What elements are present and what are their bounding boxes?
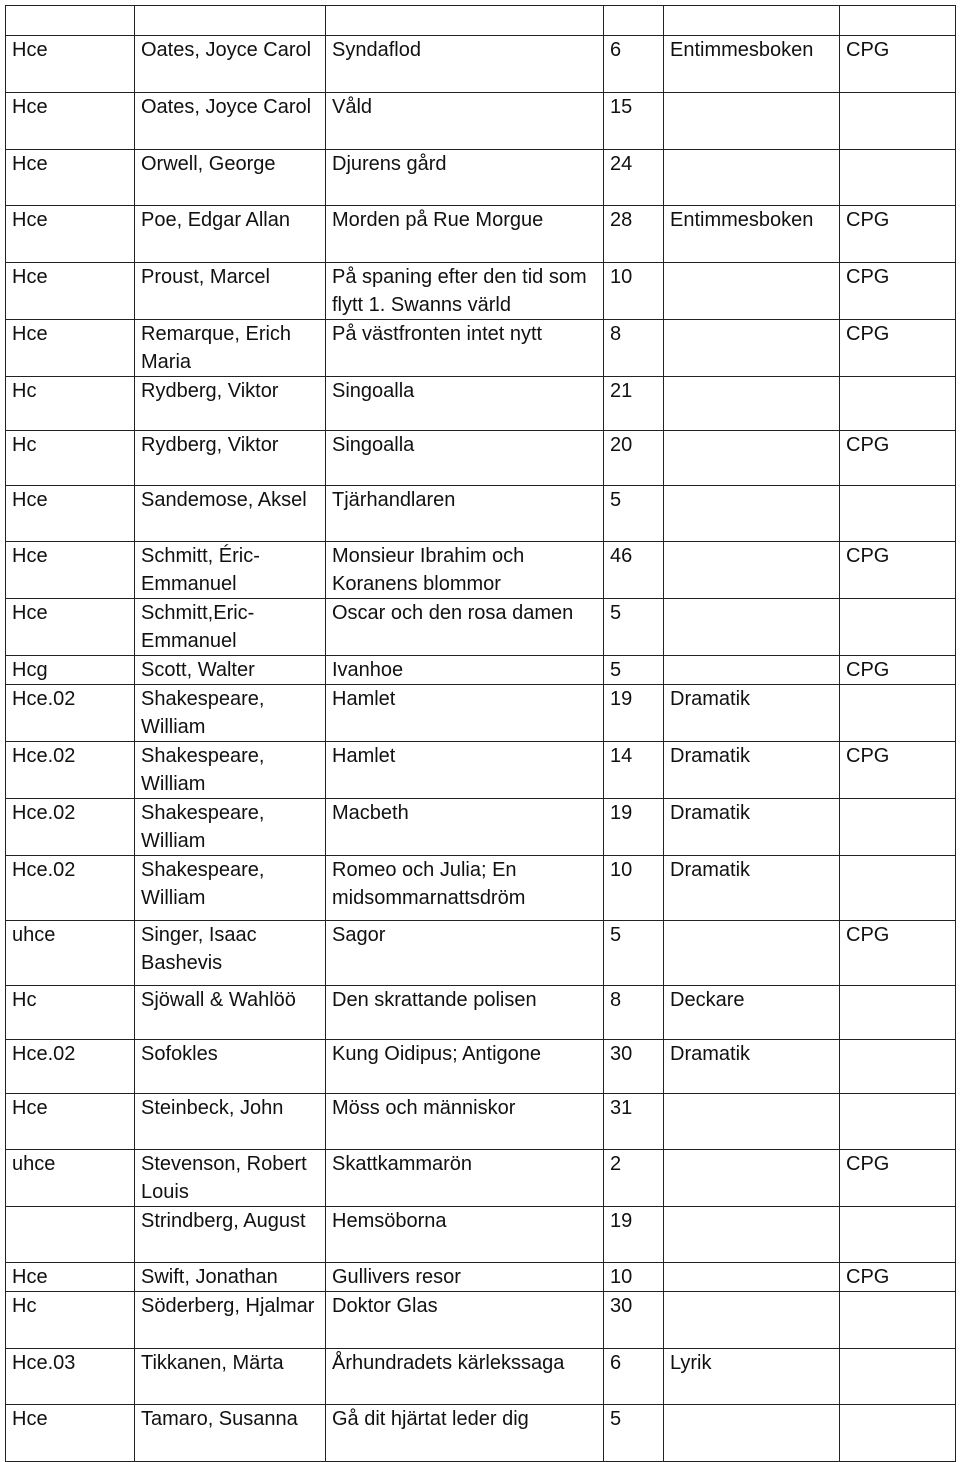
author-cell: Poe, Edgar Allan: [135, 206, 326, 263]
copies-cell: [604, 6, 664, 36]
flag-cell: [840, 6, 956, 36]
call-number-cell: Hce: [6, 542, 135, 599]
author-cell: Tamaro, Susanna: [135, 1405, 326, 1462]
category-cell: [664, 320, 840, 377]
category-cell: [664, 93, 840, 150]
author-cell: Shakespeare, William: [135, 685, 326, 742]
title-cell: Singoalla: [326, 431, 604, 486]
table-row: [6, 36, 956, 93]
title-cell: Århundradets kärlekssaga: [326, 1349, 604, 1405]
call-number-cell: Hce: [6, 263, 135, 320]
flag-cell: [840, 150, 956, 206]
table-row: [6, 986, 956, 1040]
author-cell: Sandemose, Aksel: [135, 486, 326, 542]
category-cell: Dramatik: [664, 742, 840, 799]
call-number-cell: Hce: [6, 1094, 135, 1150]
call-number-cell: Hce.02: [6, 856, 135, 921]
title-cell: Monsieur Ibrahim och Koranens blommor: [326, 542, 604, 599]
call-number-cell: Hce.02: [6, 1040, 135, 1094]
title-cell: Möss och människor: [326, 1094, 604, 1150]
copies-cell: 20: [604, 431, 664, 486]
table-row: [6, 1040, 956, 1094]
table-row: [6, 6, 956, 36]
flag-cell: [840, 486, 956, 542]
call-number-cell: Hce: [6, 599, 135, 656]
flag-cell: [840, 1040, 956, 1094]
call-number-cell: Hc: [6, 377, 135, 431]
copies-cell: 5: [604, 486, 664, 542]
category-cell: [664, 1263, 840, 1292]
copies-cell: 2: [604, 1150, 664, 1207]
call-number-cell: Hce: [6, 486, 135, 542]
table-row: [6, 263, 956, 320]
flag-cell: [840, 799, 956, 856]
author-cell: Remarque, Erich Maria: [135, 320, 326, 377]
call-number-cell: Hc: [6, 986, 135, 1040]
flag-cell: CPG: [840, 431, 956, 486]
author-cell: [135, 6, 326, 36]
title-cell: Gullivers resor: [326, 1263, 604, 1292]
category-cell: [664, 431, 840, 486]
table-row: [6, 1207, 956, 1263]
copies-cell: 5: [604, 656, 664, 685]
copies-cell: 8: [604, 320, 664, 377]
table-row: [6, 150, 956, 206]
author-cell: Scott, Walter: [135, 656, 326, 685]
category-cell: [664, 1207, 840, 1263]
table-row: [6, 1150, 956, 1207]
call-number-cell: [6, 1207, 135, 1263]
copies-cell: 30: [604, 1040, 664, 1094]
title-cell: Gå dit hjärtat leder dig: [326, 1405, 604, 1462]
author-cell: Steinbeck, John: [135, 1094, 326, 1150]
table-row: [6, 1405, 956, 1462]
flag-cell: [840, 93, 956, 150]
category-cell: Dramatik: [664, 685, 840, 742]
call-number-cell: Hce: [6, 1263, 135, 1292]
call-number-cell: Hce: [6, 36, 135, 93]
copies-cell: 6: [604, 36, 664, 93]
category-cell: [664, 1405, 840, 1462]
copies-cell: 14: [604, 742, 664, 799]
copies-cell: 10: [604, 856, 664, 921]
title-cell: Macbeth: [326, 799, 604, 856]
author-cell: Schmitt, Éric-Emmanuel: [135, 542, 326, 599]
copies-cell: 10: [604, 263, 664, 320]
copies-cell: 19: [604, 1207, 664, 1263]
table-row: [6, 431, 956, 486]
flag-cell: [840, 1094, 956, 1150]
copies-cell: 31: [604, 1094, 664, 1150]
call-number-cell: Hcg: [6, 656, 135, 685]
flag-cell: CPG: [840, 742, 956, 799]
title-cell: Kung Oidipus; Antigone: [326, 1040, 604, 1094]
title-cell: [326, 6, 604, 36]
call-number-cell: Hce.03: [6, 1349, 135, 1405]
category-cell: [664, 150, 840, 206]
table-row: [6, 1094, 956, 1150]
category-cell: Deckare: [664, 986, 840, 1040]
category-cell: [664, 6, 840, 36]
flag-cell: CPG: [840, 263, 956, 320]
author-cell: Shakespeare, William: [135, 856, 326, 921]
flag-cell: CPG: [840, 1150, 956, 1207]
flag-cell: [840, 1207, 956, 1263]
title-cell: Doktor Glas: [326, 1292, 604, 1349]
title-cell: Sagor: [326, 921, 604, 986]
flag-cell: [840, 1349, 956, 1405]
category-cell: [664, 377, 840, 431]
author-cell: Oates, Joyce Carol: [135, 93, 326, 150]
category-cell: [664, 542, 840, 599]
call-number-cell: Hce: [6, 150, 135, 206]
copies-cell: 6: [604, 1349, 664, 1405]
call-number-cell: Hce.02: [6, 685, 135, 742]
table-row: [6, 599, 956, 656]
copies-cell: 19: [604, 799, 664, 856]
copies-cell: 5: [604, 599, 664, 656]
title-cell: Syndaflod: [326, 36, 604, 93]
book-list-table: [5, 5, 956, 1462]
author-cell: Sjöwall & Wahlöö: [135, 986, 326, 1040]
title-cell: Den skrattande polisen: [326, 986, 604, 1040]
flag-cell: [840, 685, 956, 742]
category-cell: [664, 1292, 840, 1349]
author-cell: Orwell, George: [135, 150, 326, 206]
title-cell: Morden på Rue Morgue: [326, 206, 604, 263]
flag-cell: [840, 856, 956, 921]
call-number-cell: Hc: [6, 1292, 135, 1349]
call-number-cell: uhce: [6, 921, 135, 986]
table-row: [6, 1263, 956, 1292]
flag-cell: [840, 986, 956, 1040]
call-number-cell: [6, 6, 135, 36]
copies-cell: 21: [604, 377, 664, 431]
table-row: [6, 377, 956, 431]
copies-cell: 10: [604, 1263, 664, 1292]
category-cell: Dramatik: [664, 856, 840, 921]
call-number-cell: Hce: [6, 206, 135, 263]
flag-cell: [840, 599, 956, 656]
table-row: [6, 742, 956, 799]
author-cell: Strindberg, August: [135, 1207, 326, 1263]
title-cell: Tjärhandlaren: [326, 486, 604, 542]
copies-cell: 8: [604, 986, 664, 1040]
author-cell: Singer, Isaac Bashevis: [135, 921, 326, 986]
copies-cell: 24: [604, 150, 664, 206]
flag-cell: CPG: [840, 320, 956, 377]
author-cell: Rydberg, Viktor: [135, 377, 326, 431]
author-cell: Oates, Joyce Carol: [135, 36, 326, 93]
table-row: [6, 320, 956, 377]
call-number-cell: uhce: [6, 1150, 135, 1207]
author-cell: Shakespeare, William: [135, 742, 326, 799]
table-row: [6, 856, 956, 921]
copies-cell: 28: [604, 206, 664, 263]
table-row: [6, 1349, 956, 1405]
category-cell: Lyrik: [664, 1349, 840, 1405]
flag-cell: CPG: [840, 921, 956, 986]
category-cell: Entimmesboken: [664, 36, 840, 93]
title-cell: På västfronten intet nytt: [326, 320, 604, 377]
flag-cell: [840, 1405, 956, 1462]
flag-cell: CPG: [840, 1263, 956, 1292]
category-cell: [664, 599, 840, 656]
flag-cell: CPG: [840, 656, 956, 685]
author-cell: Shakespeare, William: [135, 799, 326, 856]
call-number-cell: Hce.02: [6, 799, 135, 856]
title-cell: Singoalla: [326, 377, 604, 431]
table-row: [6, 799, 956, 856]
author-cell: Tikkanen, Märta: [135, 1349, 326, 1405]
title-cell: Hamlet: [326, 685, 604, 742]
flag-cell: CPG: [840, 542, 956, 599]
title-cell: Hemsöborna: [326, 1207, 604, 1263]
author-cell: Rydberg, Viktor: [135, 431, 326, 486]
copies-cell: 15: [604, 93, 664, 150]
call-number-cell: Hc: [6, 431, 135, 486]
copies-cell: 19: [604, 685, 664, 742]
category-cell: Dramatik: [664, 1040, 840, 1094]
copies-cell: 46: [604, 542, 664, 599]
call-number-cell: Hce: [6, 93, 135, 150]
table-row: [6, 486, 956, 542]
call-number-cell: Hce: [6, 1405, 135, 1462]
author-cell: Stevenson, Robert Louis: [135, 1150, 326, 1207]
category-cell: [664, 656, 840, 685]
title-cell: På spaning efter den tid som flytt 1. Swanns värld: [326, 263, 604, 320]
call-number-cell: Hce.02: [6, 742, 135, 799]
copies-cell: 30: [604, 1292, 664, 1349]
table-row: [6, 542, 956, 599]
title-cell: Hamlet: [326, 742, 604, 799]
table-row: [6, 921, 956, 986]
flag-cell: CPG: [840, 206, 956, 263]
author-cell: Proust, Marcel: [135, 263, 326, 320]
category-cell: Dramatik: [664, 799, 840, 856]
flag-cell: CPG: [840, 36, 956, 93]
copies-cell: 5: [604, 1405, 664, 1462]
title-cell: Våld: [326, 93, 604, 150]
table-row: [6, 685, 956, 742]
title-cell: Romeo och Julia; En midsommarnattsdröm: [326, 856, 604, 921]
category-cell: [664, 263, 840, 320]
copies-cell: 5: [604, 921, 664, 986]
author-cell: Swift, Jonathan: [135, 1263, 326, 1292]
table-row: [6, 206, 956, 263]
category-cell: [664, 486, 840, 542]
category-cell: [664, 1094, 840, 1150]
flag-cell: [840, 377, 956, 431]
table-row: [6, 1292, 956, 1349]
category-cell: Entimmesboken: [664, 206, 840, 263]
author-cell: Söderberg, Hjalmar: [135, 1292, 326, 1349]
title-cell: Ivanhoe: [326, 656, 604, 685]
title-cell: Skattkammarön: [326, 1150, 604, 1207]
author-cell: Sofokles: [135, 1040, 326, 1094]
category-cell: [664, 921, 840, 986]
title-cell: Oscar och den rosa damen: [326, 599, 604, 656]
table-row: [6, 93, 956, 150]
table-row: [6, 656, 956, 685]
flag-cell: [840, 1292, 956, 1349]
call-number-cell: Hce: [6, 320, 135, 377]
category-cell: [664, 1150, 840, 1207]
author-cell: Schmitt,Eric-Emmanuel: [135, 599, 326, 656]
title-cell: Djurens gård: [326, 150, 604, 206]
